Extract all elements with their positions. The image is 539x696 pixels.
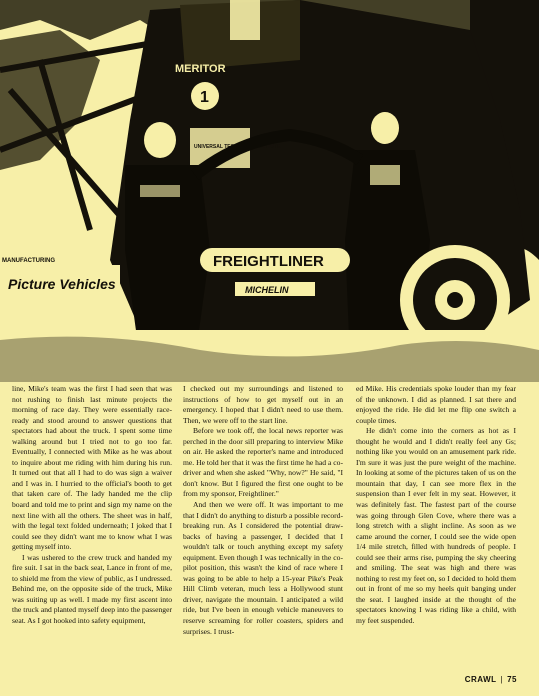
truck-number: 1 [200, 89, 209, 106]
paragraph: I was ushered to the crew truck and handed my fire suit. I sat in the back seat, Lance in front of me, to shield me from the view of public, as I undressed. Behind me, on the opposite side of the truck, Mike was suiting up as well. I made my first ascent into the truck and planted myself deep into the passenger seat. As I got hooked into safety equipment, [12, 552, 172, 626]
paragraph: Before we took off, the local news reporter was perched in the door sill preparing to interview Mike on air. He asked the reporter's name and introduced me. He told her that it was the first time he had a co-driver and when she asked "Why, now?" He said, "I don't know. But I figured the first one ought to be from my sponsor, Freightliner." [183, 426, 343, 499]
uti-label: UNIVERSAL TECHNICAL INSTITUTE [194, 144, 281, 150]
article-column-1 [12, 384, 172, 627]
page-folio [465, 675, 517, 684]
paragraph: He didn't come into the corners as hot as I thought he would and I didn't really feel any Gs; nothing like you would on an amusement park ride. I'm sure it was just the pure weight of the machine. In looking at some of the pictures taken of us on the mountain that day, I can see more flex in the suspension than I ever felt in my seat. However, it was definitely fast. The fastest part of the course was going through Glen Cove, where there was a long stretch with a slight incline. As soon as we came around the corner, I could see the wide open 1/4 mile stretch, filled with hundreds of people. I could see their arms rise, pumping the sky cheering and smiling. The seat was high and there was nothing to rest my feet on, so I decided to hold them out in front of me so my heels quit banging under the seat. I laughed inside at the thought of the spectators knowing I was riding like a child, with my feet suspended. [356, 426, 516, 626]
paragraph: And then we were off. It was important to me that I didn't do anything to disturb a possible record-breaking run. As I considered the potential draw-backs of having a passenger, I decided that I wouldn't talk or touch anything except my safety equipment. Even though I was technically in the co-pilot position, this wasn't the kind of race where I was going to be able to help a 15-year Pike's Peak Hill Climb veteran, much less a Hollywood stunt driver, navigate the mountain. I anticipated a wild ride, but I've been in enough vehicle maneuvers to reserve screaming for roller coasters, spiders and surprises. I trust- [183, 500, 343, 636]
meritor-label: MERITOR [175, 63, 226, 75]
paragraph: ed Mike. His credentials spoke louder than my fear of the unknown. I did as planned. I sat there and enjoyed the ride. He did let me flip one switch a couple times. [356, 384, 516, 425]
article-column-3 [356, 384, 516, 627]
article-column-2 [183, 384, 343, 637]
page-number: 75 [507, 675, 517, 684]
paragraph: I checked out my surroundings and listened to instructions of how to get myself out in an emergency. I hoped that I didn't need to use them. Then, we were off to the start line. [183, 384, 343, 425]
paragraph: line, Mike's team was the first I had seen that was not rushing to finish last minute projects the morning of race day. They were essentially race-ready and stood around to answer questions that spectators had about the truck. I spent some time walking around but I tried not to go too far. Eventually, I connected with Mike as he was about to inquire about me riding with him during his run. It turned out that all I had to do was sign a waiver and I was in. I hurried to the official's booth to get that taken care of. The lady handed me the clip board and told me to print and sign my name on the next line with all the others. The sheet was in half, with the legal text folded underneath; I joked that I could see they didn't want me to know what I was getting myself into. [12, 384, 172, 552]
freightliner-label: FREIGHTLINER [213, 253, 324, 270]
picture-vehicles-label: Picture Vehicles [8, 276, 116, 292]
folio-divider: | [500, 675, 504, 684]
manufacturing-label: MANUFACTURING [2, 258, 55, 264]
michelin-label: MICHELIN [245, 285, 289, 295]
magazine-name: CRAWL [464, 675, 497, 684]
